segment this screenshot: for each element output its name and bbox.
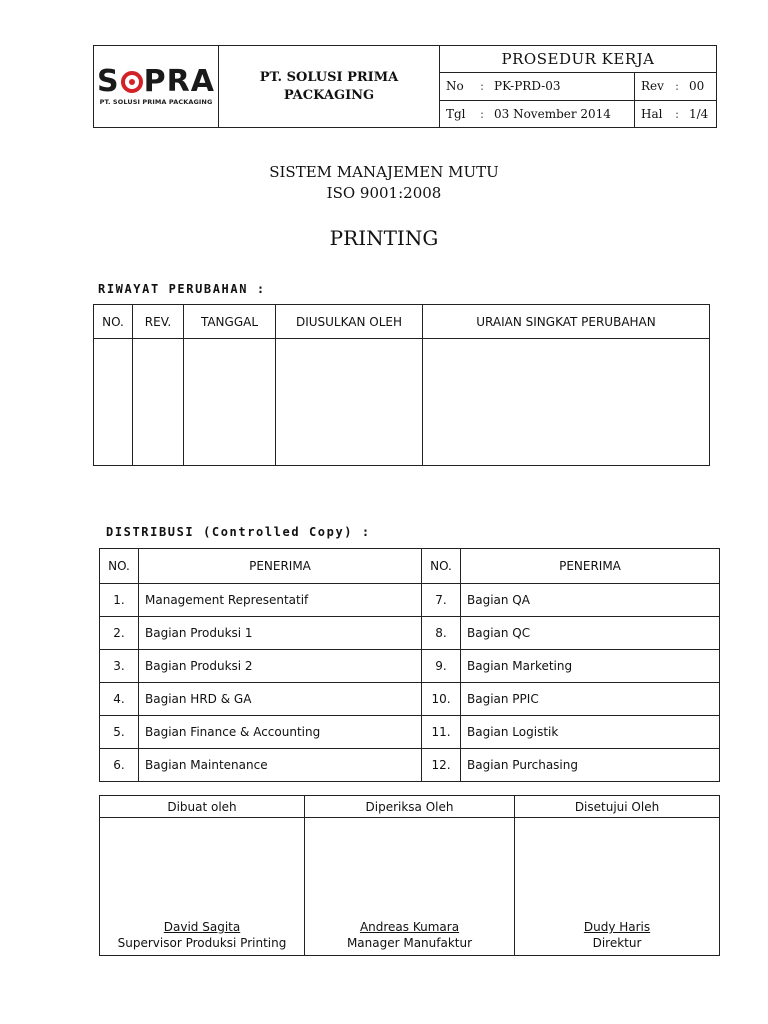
- logo-cell: [94, 46, 219, 128]
- logo-letter-s: S: [97, 63, 120, 99]
- table-row: [100, 650, 720, 683]
- revision-value: 00: [689, 79, 705, 94]
- recipient: Bagian Produksi 1: [139, 617, 422, 650]
- distribusi-col-no: NO.: [100, 549, 139, 584]
- doc-date: [440, 100, 635, 127]
- riwayat-cell: [133, 339, 184, 466]
- riwayat-col-diusulkan: DIUSULKAN OLEH: [276, 305, 423, 339]
- doc-number-label: No: [446, 79, 464, 94]
- distribusi-col-no-2: NO.: [422, 549, 461, 584]
- distribusi-section-title: DISTRIBUSI (Controlled Copy) :: [106, 525, 371, 539]
- riwayat-cell: [184, 339, 276, 466]
- row-number: 8.: [422, 617, 461, 650]
- row-number: 12.: [422, 749, 461, 782]
- recipient: Bagian QC: [461, 617, 720, 650]
- distribusi-table: [99, 548, 720, 782]
- table-row: [100, 716, 720, 749]
- doc-type: PROSEDUR KERJA: [440, 46, 717, 73]
- signer-role: Supervisor Produksi Printing: [117, 936, 287, 950]
- signature-table: [99, 795, 720, 956]
- row-number: 6.: [100, 749, 139, 782]
- document-header: [93, 45, 717, 128]
- signature-cell-dibuat: [100, 818, 305, 956]
- riwayat-col-no: NO.: [94, 305, 133, 339]
- logo-o-icon: [121, 71, 143, 93]
- row-number: 7.: [422, 584, 461, 617]
- signer-role: Manager Manufaktur: [346, 936, 473, 950]
- colon: :: [480, 106, 485, 121]
- riwayat-table: [93, 304, 710, 466]
- logo-letters-pra: PRA: [143, 63, 215, 99]
- colon: :: [675, 106, 680, 121]
- distribusi-header-row: [100, 549, 720, 584]
- table-row: [100, 584, 720, 617]
- signature-col-dibuat: Dibuat oleh: [100, 796, 305, 818]
- company-name-line1: PT. SOLUSI PRIMA: [259, 69, 399, 85]
- signer-name: Andreas Kumara: [359, 920, 460, 934]
- signer-role: Direktur: [592, 936, 642, 950]
- recipient: Bagian Logistik: [461, 716, 720, 749]
- document-title: PRINTING: [329, 226, 439, 250]
- recipient: Management Representatif: [139, 584, 422, 617]
- doc-date-value: 03 November 2014: [494, 106, 611, 121]
- row-number: 4.: [100, 683, 139, 716]
- riwayat-header-row: [94, 305, 710, 339]
- row-number: 10.: [422, 683, 461, 716]
- riwayat-col-tanggal: TANGGAL: [184, 305, 276, 339]
- recipient: Bagian PPIC: [461, 683, 720, 716]
- row-number: 5.: [100, 716, 139, 749]
- row-number: 3.: [100, 650, 139, 683]
- recipient: Bagian QA: [461, 584, 720, 617]
- distribusi-col-penerima-2: PENERIMA: [461, 549, 720, 584]
- signature-col-disetujui: Disetujui Oleh: [515, 796, 720, 818]
- riwayat-cell: [423, 339, 710, 466]
- page-number: [635, 100, 717, 127]
- recipient: Bagian HRD & GA: [139, 683, 422, 716]
- doc-number-value: PK-PRD-03: [494, 79, 561, 94]
- revision: [635, 73, 717, 100]
- recipient: Bagian Maintenance: [139, 749, 422, 782]
- colon: :: [675, 79, 680, 94]
- signature-row: [100, 818, 720, 956]
- riwayat-empty-row: [94, 339, 710, 466]
- system-title: SISTEM MANAJEMEN MUTU: [269, 163, 499, 181]
- signature-header-row: [100, 796, 720, 818]
- revision-label: Rev: [641, 79, 664, 94]
- recipient: Bagian Finance & Accounting: [139, 716, 422, 749]
- table-row: [100, 749, 720, 782]
- table-row: [100, 683, 720, 716]
- signature-cell-diperiksa: [305, 818, 515, 956]
- row-number: 1.: [100, 584, 139, 617]
- iso-title: ISO 9001:2008: [326, 184, 442, 202]
- riwayat-col-uraian: URAIAN SINGKAT PERUBAHAN: [423, 305, 710, 339]
- company-name-line2: PACKAGING: [283, 87, 375, 103]
- company-logo: [94, 63, 218, 99]
- recipient: Bagian Marketing: [461, 650, 720, 683]
- table-row: [100, 617, 720, 650]
- riwayat-cell: [276, 339, 423, 466]
- row-number: 9.: [422, 650, 461, 683]
- colon: :: [480, 79, 485, 94]
- signer-name: David Sagita: [163, 920, 241, 934]
- doc-date-label: Tgl: [446, 106, 466, 121]
- logo-subtitle: PT. SOLUSI PRIMA PACKAGING: [99, 97, 213, 106]
- page-number-value: 1/4: [689, 106, 709, 121]
- signature-cell-disetujui: [515, 818, 720, 956]
- distribusi-col-penerima: PENERIMA: [139, 549, 422, 584]
- doc-number: [440, 73, 635, 100]
- riwayat-cell: [94, 339, 133, 466]
- row-number: 2.: [100, 617, 139, 650]
- recipient: Bagian Purchasing: [461, 749, 720, 782]
- company-name: [219, 46, 440, 128]
- signer-name: Dudy Haris: [583, 920, 651, 934]
- recipient: Bagian Produksi 2: [139, 650, 422, 683]
- riwayat-section-title: RIWAYAT PERUBAHAN :: [98, 282, 266, 296]
- signature-col-diperiksa: Diperiksa Oleh: [305, 796, 515, 818]
- row-number: 11.: [422, 716, 461, 749]
- riwayat-col-rev: REV.: [133, 305, 184, 339]
- page-number-label: Hal: [641, 106, 663, 121]
